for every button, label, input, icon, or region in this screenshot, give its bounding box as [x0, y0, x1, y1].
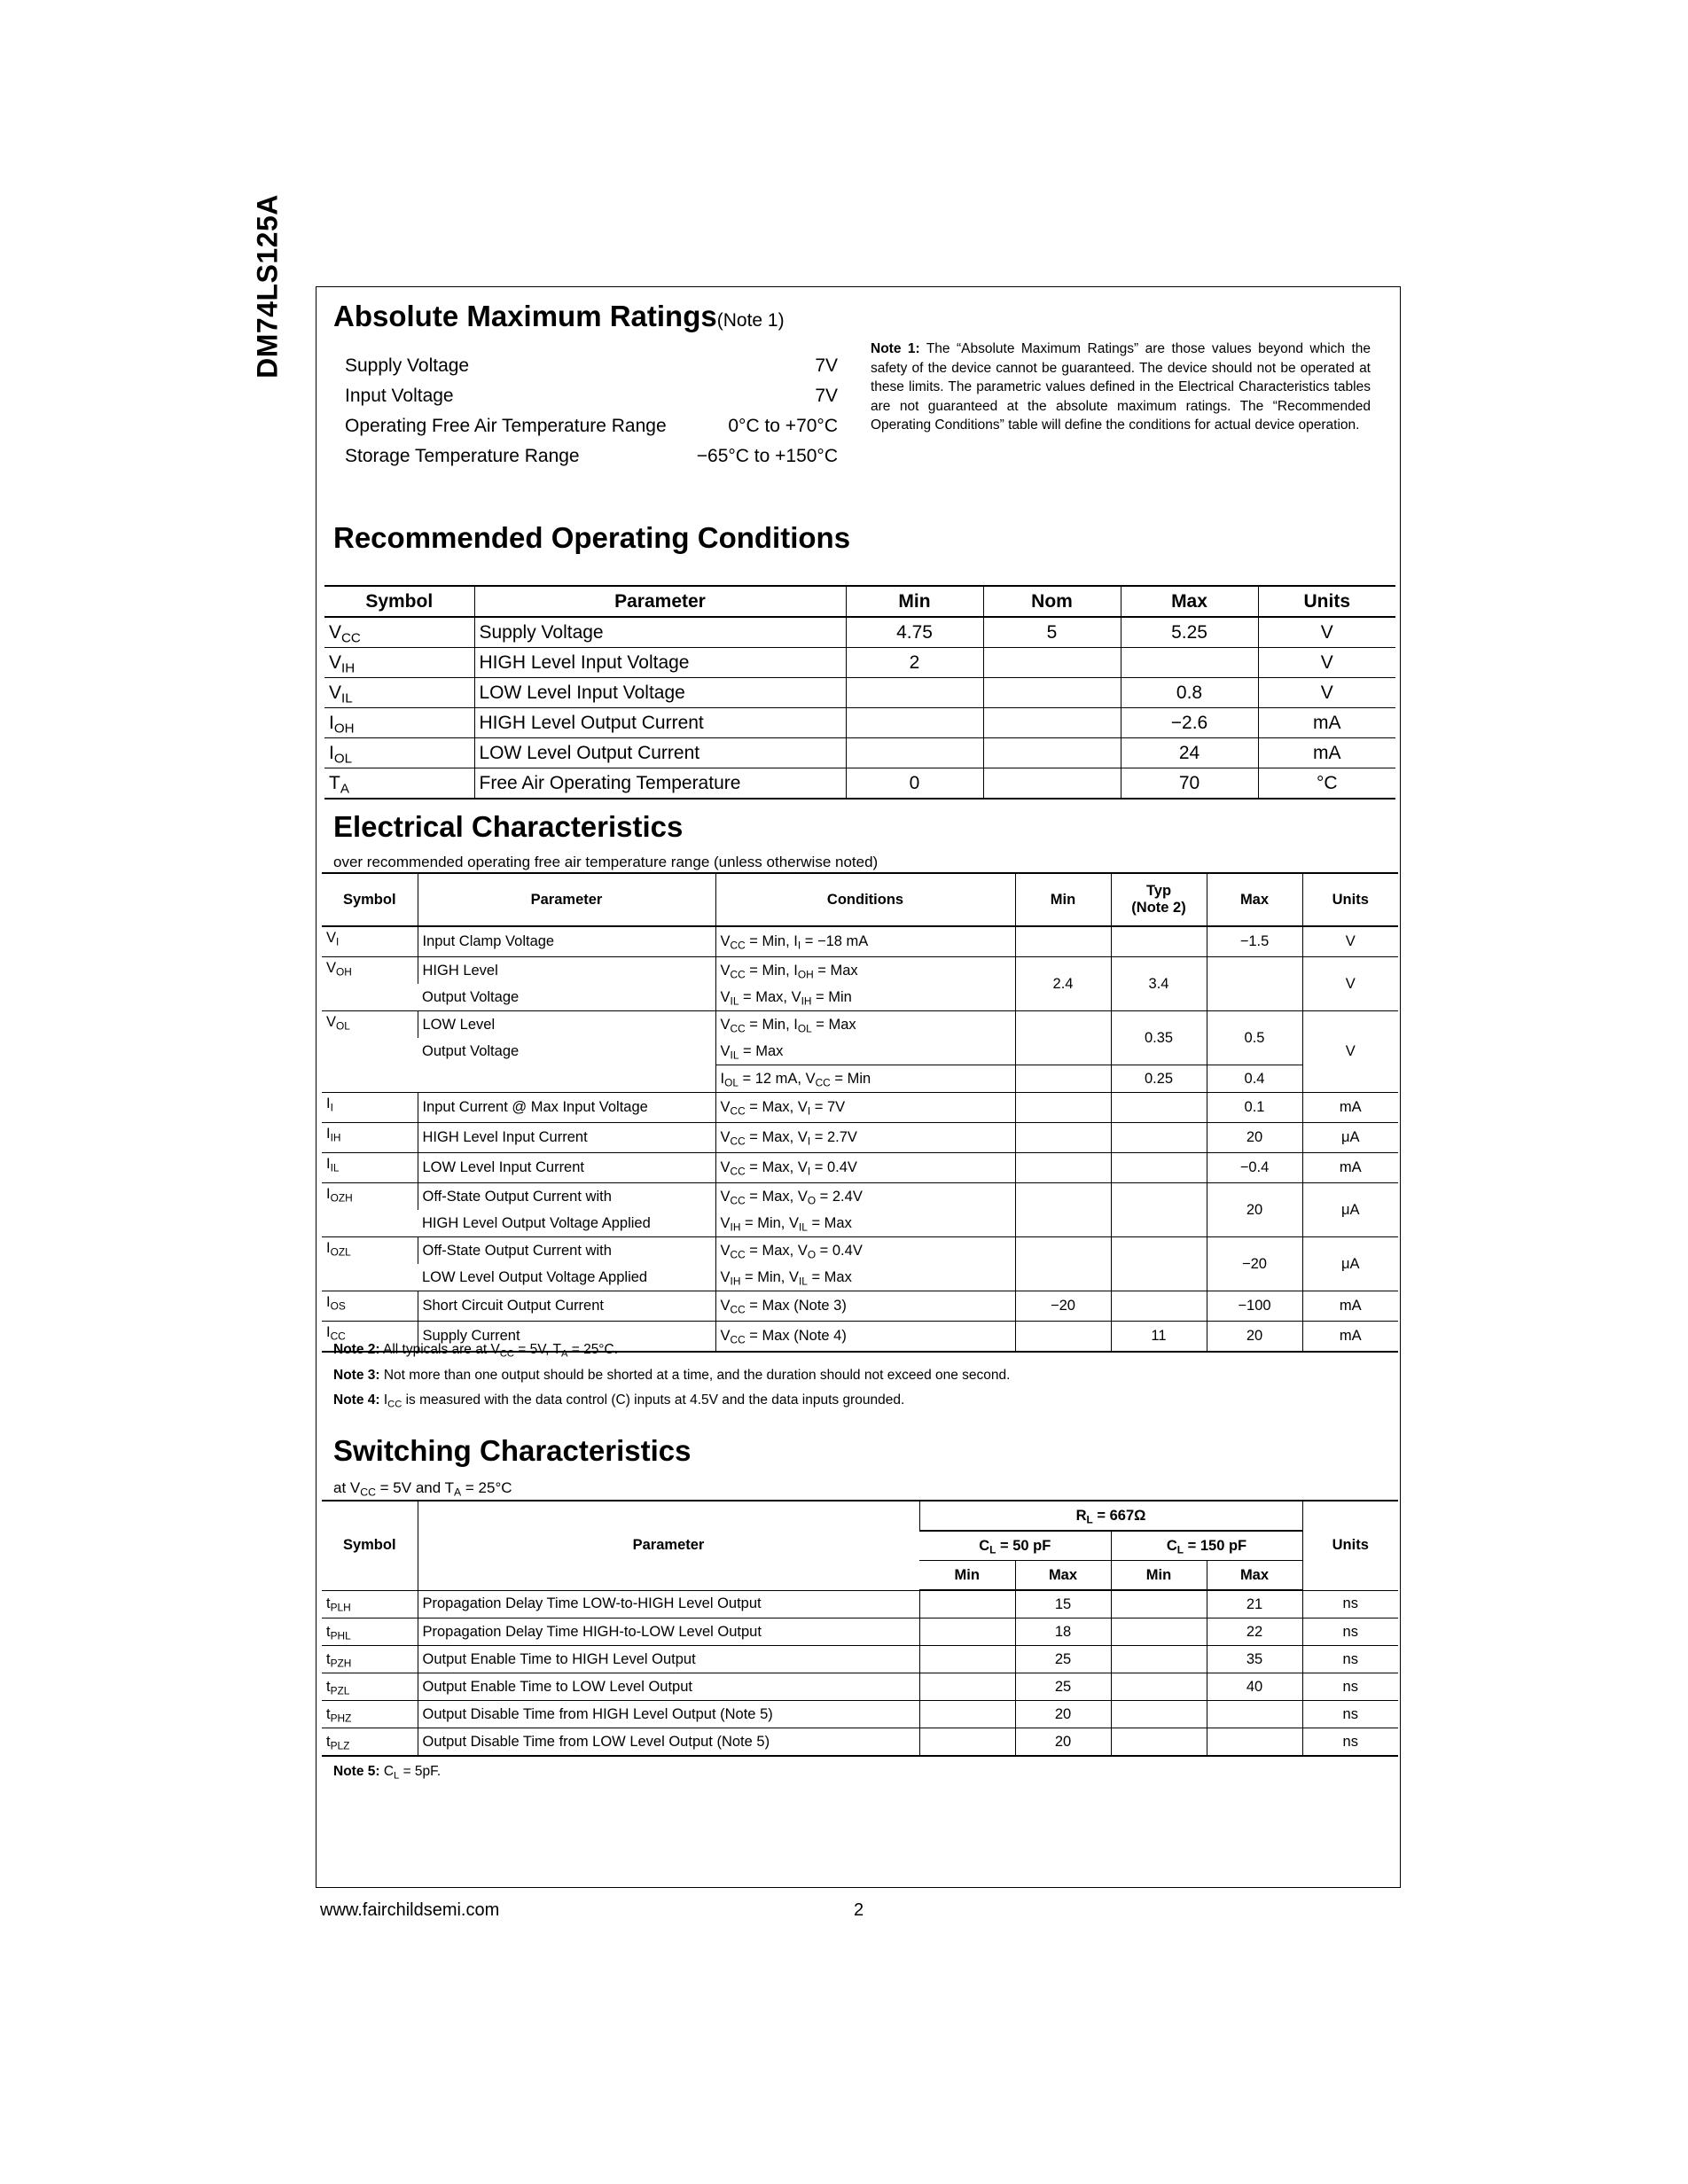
elec-table: Symbol Parameter Conditions Min Typ (Note 2) Max Units $V_I$ Input Clamp Voltage $V_{CC}$ = Min, $I_I = -18$ mA −1.5 V $V_{OH}$ HIGH Level $V_{CC}$ = Min, $I_{OH}$ = Max 2.4 3.4 V Output Voltage $V_{IL}$ = Max, $V_{IH}$ = Min $V_{OL}$ LOW Level $V_{CC}$ = Min, $I_{OL}$ = Max 0.35 0.5 V Output Voltage $V_{IL}$ = Max $I_{OL} = 12$ mA, $V_{CC}$ = Min 0.25 0.4 $I_I$ Input Current @ Max Input Voltage $V_{CC}$ = Max, $V_I = 7V$ 0.1 mA $I_{IH}$ HIGH Level Input Current $V_{CC}$ = Max, $V_I = 2.7V$ 20 μA $I_{IL}$ LOW Level Input Current $V_{CC}$ = Max, $V_I = 0.4V$ −0.4 mA $I_{OZH}$ Off-State Output Current with $V_{CC}$ = Max, $V_O = 2.4V$ 20 μA HIGH Level Output Voltage Applied $V_{IH}$ = Min, $V_{IL}$ = Max $I_{OZL}$ Off-State Output Current with $V_{CC}$ = Max, $V_O = 0.4V$ −20 μA LOW Level Output Voltage Applied $V_{IH}$ = Min, $V_{IL}$ = Max $I_{OS}$ Short Circuit Output Current $V_{CC}$ = Max (Note 3) −20 −100 mA $I_{CC}$ Supply Current $V_{CC}$ = Max (Note 4) 11 20 mA	[322, 872, 1398, 1353]
rec-row: $V_{IL}$ LOW Level Input Voltage 0.8 V	[324, 678, 1395, 708]
sw-row: $t_{PZL}$ Output Enable Time to LOW Level Output 25 40 ns	[322, 1673, 1398, 1701]
elec-row-iozh: $I_{OZH}$ Off-State Output Current with $V_{CC}$ = Max, $V_O = 2.4V$ 20 μA	[322, 1183, 1398, 1211]
elec-row-voh-2: Output Voltage $V_{IL}$ = Max, $V_{IH}$ = Min	[322, 984, 1398, 1011]
elec-row-vol-3: $I_{OL} = 12$ mA, $V_{CC}$ = Min 0.25 0.4	[322, 1065, 1398, 1093]
sw-row: $t_{PZH}$ Output Enable Time to HIGH Level Output 25 35 ns	[322, 1646, 1398, 1673]
sw-table: Symbol Parameter $R_L = 667\Omega$ Units $C_L = 50$ pF $C_L = 150$ pF Min Max Min Max $t_{PLH}$ Propagation Delay Time LOW-to-HIGH Level Output 15 21 ns $t_{PHL}$ Propagation Delay Time HIGH-to-LOW Level Output 18 22 ns $t_{PZH}$ Output Enable Time to HIGH Level Output 25 35 ns $t_{PZL}$ Output Enable Time to LOW Level Output 25 40 ns $t_{PHZ}$ Output Disable Time from HIGH Level Output (Note 5) 20 ns $t_{PLZ}$ Output Disable Time from LOW Level Output (Note 5) 20 ns	[322, 1500, 1398, 1757]
elec-row-vi: $V_I$ Input Clamp Voltage $V_{CC}$ = Min, $I_I = -18$ mA −1.5 V	[322, 926, 1398, 957]
elec-row-vol: $V_{OL}$ LOW Level $V_{CC}$ = Min, $I_{OL}$ = Max 0.35 0.5 V	[322, 1011, 1398, 1039]
elec-row-iih: $I_{IH}$ HIGH Level Input Current $V_{CC}$ = Max, $V_I = 2.7V$ 20 μA	[322, 1123, 1398, 1153]
sw-row: $t_{PLZ}$ Output Disable Time from LOW Level Output (Note 5) 20 ns	[322, 1728, 1398, 1757]
elec-row-icc: $I_{CC}$ Supply Current $V_{CC}$ = Max (Note 4) 11 20 mA	[322, 1322, 1398, 1353]
rec-title: Recommended Operating Conditions	[333, 521, 851, 554]
elec-row-iil: $I_{IL}$ LOW Level Input Current $V_{CC}$ = Max, $V_I = 0.4V$ −0.4 mA	[322, 1153, 1398, 1183]
elec-row-vol-2: Output Voltage $V_{IL}$ = Max	[322, 1038, 1398, 1065]
abs-max-row: Input Voltage 7V	[345, 386, 838, 406]
rec-row: $V_{IH}$ HIGH Level Input Voltage 2 V	[324, 648, 1395, 678]
abs-max-row: Supply Voltage 7V	[345, 355, 838, 376]
sw-row: $t_{PLH}$ Propagation Delay Time LOW-to-HIGH Level Output 15 21 ns	[322, 1590, 1398, 1618]
elec-row-voh: $V_{OH}$ HIGH Level $V_{CC}$ = Min, $I_{OH}$ = Max 2.4 3.4 V	[322, 957, 1398, 985]
note-4: Note 4: $I_{CC}$ is measured with the data control (C) inputs at 4.5V and the data inputs grounded.	[333, 1392, 905, 1410]
rec-row: $I_{OL}$ LOW Level Output Current 24 mA	[324, 738, 1395, 768]
abs-max-row: Operating Free Air Temperature Range 0°C to +70°C	[345, 416, 838, 436]
sw-row: $t_{PHL}$ Propagation Delay Time HIGH-to-LOW Level Output 18 22 ns	[322, 1618, 1398, 1646]
elec-row-iozh-2: HIGH Level Output Voltage Applied $V_{IH}$ = Min, $V_{IL}$ = Max	[322, 1210, 1398, 1237]
abs-max-title: Absolute Maximum Ratings(Note 1)	[333, 300, 785, 332]
abs-max-list	[345, 351, 838, 472]
sw-row: $t_{PHZ}$ Output Disable Time from HIGH Level Output (Note 5) 20 ns	[322, 1701, 1398, 1728]
elec-row-iozl-2: LOW Level Output Voltage Applied $V_{IH}$ = Min, $V_{IL}$ = Max	[322, 1264, 1398, 1291]
sw-subtitle: at $V_{CC} = 5V$ and $T_A = 25^\circ C$	[333, 1479, 512, 1499]
note-2: Note 2: All typicals are at $V_{CC} = 5V$, $T_A = 25^\circ C$.	[333, 1342, 619, 1360]
note-5: Note 5: $C_L = 5pF$.	[333, 1764, 442, 1782]
rec-row: $I_{OH}$ HIGH Level Output Current −2.6 mA	[324, 708, 1395, 738]
elec-title: Electrical Characteristics	[333, 810, 684, 843]
rec-row: $T_A$ Free Air Operating Temperature 0 70 °C	[324, 768, 1395, 800]
footer-page-number: 2	[854, 1900, 864, 1920]
note-3: Note 3: Not more than one output should be shorted at a time, and the duration should not exceed one second.	[333, 1368, 1011, 1383]
rec-row: $V_{CC}$ Supply Voltage 4.75 5 5.25 V	[324, 617, 1395, 648]
rec-table: Symbol Parameter Min Nom Max Units $V_{CC}$ Supply Voltage 4.75 5 5.25 V $V_{IH}$ HIGH Level Input Voltage 2 V $V_{IL}$ LOW Level Input Voltage 0.8 V $I_{OH}$ HIGH Level Output Current −2.6 mA $I_{OL}$ LOW Level Output Current 24 mA $T_A$ Free Air Operating Temperature 0 70 °C	[324, 585, 1395, 800]
elec-subtitle: over recommended operating free air temperature range (unless otherwise noted)	[333, 854, 879, 870]
elec-row-ios: $I_{OS}$ Short Circuit Output Current $V_{CC}$ = Max (Note 3) −20 −100 mA	[322, 1291, 1398, 1322]
abs-max-row: Storage Temperature Range −65°C to +150°C	[345, 446, 838, 466]
elec-row-iozl: $I_{OZL}$ Off-State Output Current with $V_{CC}$ = Max, $V_O = 0.4V$ −20 μA	[322, 1237, 1398, 1265]
footer-url: www.fairchildsemi.com	[320, 1900, 500, 1920]
sw-title: Switching Characteristics	[333, 1434, 692, 1467]
elec-row-ii: $I_I$ Input Current @ Max Input Voltage $V_{CC}$ = Max, $V_I = 7V$ 0.1 mA	[322, 1093, 1398, 1123]
note-1: Note 1: The “Absolute Maximum Ratings” are those values beyond which the safety of the device cannot be guaranteed. The device should not be operated at these limits. The parametric values defined in the Electrical Characteristics tables are not guaranteed at the absolute maximum ratings. The “Recommended Operating Conditions” table will define the conditions for actual device operation.	[871, 341, 1371, 433]
